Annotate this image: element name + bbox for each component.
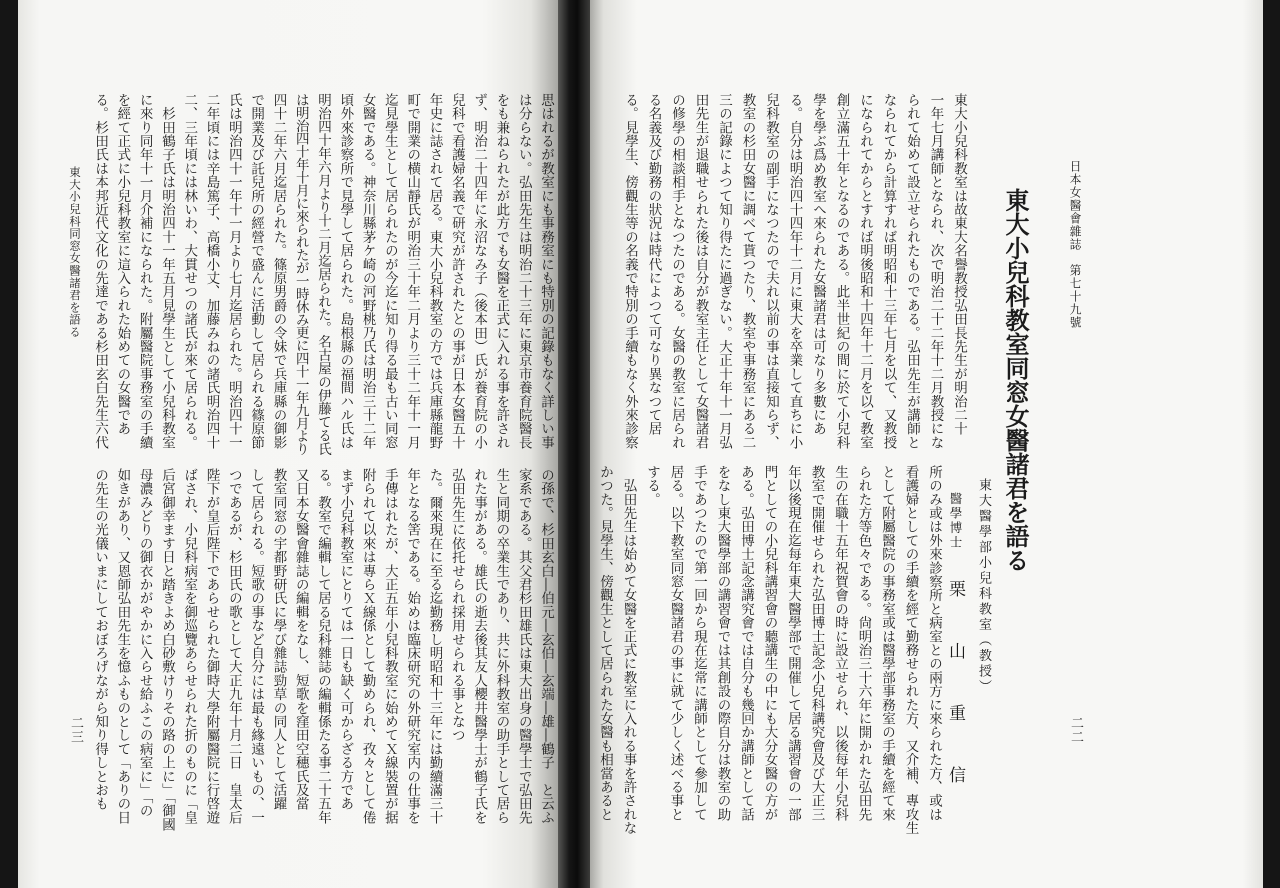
text-column: 弘田先生は始めて女醫を正式に教室に入れる事を許されな (620, 465, 637, 835)
text-column: 生と同期の卒業生であり、共に外科教室の助手として居ら (493, 468, 510, 825)
text-column: 年史に誌されて居る。東大小兒科教室の方では兵庫縣龍野 (426, 93, 443, 450)
text-column: 年となる筈である。始めは臨床研究の外研究室内の仕事を (404, 468, 421, 825)
text-column: 頃外來診察所で見學して居られた。島根縣の福間ハル氏は (337, 93, 354, 450)
text-column: 生の在職十五年祝賀會の時に設立せられ、以後每年小兒科 (832, 465, 848, 822)
text-column: として附屬醫院の事務室或は醫學部事務室の手續を經て來 (879, 465, 895, 822)
text-column: で開業及び託兒所の經營で盛んに活動して居られる篠原節 (248, 93, 265, 450)
text-column: 又日本女醫會雜誌の編輯をなし、短歌を窪田空穗氏及當 (292, 468, 309, 811)
text-column: 明治四十年六月より十二月迄居られた。名古屋の伊藤てる氏 (315, 93, 332, 456)
text-column: 女醫である。神奈川縣茅ケ崎の河野桃乃氏は明治三十二年 (359, 93, 376, 450)
text-column: なられてから計算すれば明昭和十三年七月を以て、又教授 (880, 93, 897, 450)
text-column: かつた。見學生、傍觀生として居られた女醫も相當あると (597, 465, 613, 822)
text-column: の孫で、杉田玄白―伯元―玄伯―玄端―雄―鶴子 と云ふ (538, 468, 554, 825)
text-column: に來り同年十一月介補になられた。附屬醫院事務室の手續 (136, 93, 153, 450)
text-column: 教室で開催せられた弘田博士記念小兒科講究會及び大正三 (808, 465, 825, 822)
text-column: 母濃みどりの御衣かがやかに入らせ給ふこの病室に」「の (136, 468, 153, 818)
text-column: 手傳はれたが、大正五年小兒科教室に始めてＸ線裝置が据 (381, 468, 398, 825)
text-column: して居られる。短歌の事など自分には最も緣遠いもの、一 (248, 468, 265, 825)
text-column: をなし東大醫學部の講習會では其創設の際自分は教室の助 (714, 465, 731, 822)
text-column: 教室の杉田女醫に調べて貰つたり、教室や事務室にある二 (739, 93, 756, 450)
text-column: ず、明治二十四年に永沼なみ子（後本田）氏が養育院の小 (471, 93, 488, 450)
text-column: 氏は明治四十一年十一月より七月迄居られた。明治四十一 (225, 93, 242, 450)
text-column: は分らない。弘田先生は明治二十三年に東京市養育院醫長 (515, 93, 532, 450)
text-column: 看護婦としての手續を經て勤務せられた方、又介補、專攻生 (902, 465, 919, 835)
book-gutter (558, 0, 590, 888)
body-text-right-upper (617, 93, 970, 457)
text-column: 門としての小兒科講習會の聽講生の中にも大分女醫の方が (761, 465, 778, 822)
text-column: 后宮御幸ます日と踏きよめ白砂敷けりその路の上に」「御國 (158, 468, 175, 832)
text-column: 二年頃には辛島篤子、高橋小丈、加藤みねの諸氏明治四十 (203, 93, 220, 450)
text-column: 手であつたので第一回から現在迄常に講師として參加して (691, 465, 707, 822)
text-column: る。見學生、傍觀生等の名義で特別の手續もなく外來診察 (622, 93, 638, 450)
text-column: 東大小兒科教室は故東大名譽教授弘田長先生が明治二十 (951, 93, 967, 436)
body-text-right-lower (592, 465, 945, 839)
text-column: を經て正式に小兒科教室に這入られた始めての女醫であ (114, 93, 131, 436)
page-number-left: 二三 (68, 716, 83, 744)
text-column: た。爾來現在に至る迄勤務し明昭和十三年には勤續滿三十 (426, 468, 443, 825)
text-column: 年以後現在迄每年東大醫學部で開催して居る講習會の一部 (785, 465, 801, 822)
text-column: 家系である。其父君杉田雄氏は東大出身の醫學士で弘田先 (515, 468, 532, 825)
text-column: る。教室で編輯して居る兒科雜誌の編輯係たる事二十五年 (315, 468, 332, 825)
text-column: 二、三年頃には林いわ、大貫せつの諸氏が來て居られる。 (181, 93, 198, 450)
text-column: は明治四十年十月に來られたが一時休み更に四十一年九月より (292, 93, 309, 456)
text-column: 如きがあり、又恩師弘田先生を憶ふものとして「ありの日 (114, 468, 131, 825)
text-column: する。 (644, 465, 660, 507)
text-column: の先生の光儀いまにしておぼろげながら知り得しとおも (92, 468, 109, 811)
text-column: る。杉田氏は本邦近代文化の先達である杉田玄白先生六代 (92, 93, 109, 450)
running-header-article: 東大小兒科同窓女醫諸君を語る (68, 166, 82, 339)
text-column: 兒科で看護婦名義で研究が許されたとの事が日本女醫五十 (448, 93, 465, 450)
text-column: 教室同窓の宇都野研氏に學び雜誌勁草の同人として活躍 (270, 468, 287, 811)
text-column: をも兼ねられたが此方でも女醫を正式に入れる事を許され (493, 93, 510, 450)
text-column: られて始めて設立せられたものである。弘田先生が講師と (904, 93, 920, 450)
text-column: まず小兒科教室にとりては一日も缺く可からざる方であ (337, 468, 354, 811)
author-affiliation: 東大醫學部小兒科教室（教授） (976, 478, 991, 695)
text-column: ばされ、小兒科病室を御巡覽あらせられた折のものに「皇 (181, 468, 198, 825)
text-column: 附られて以來は專らＸ線係として勤められ、孜々として倦 (359, 468, 376, 825)
text-column: 町で開業の横山靜氏が明治三十年二月より三十二年十一月 (404, 93, 421, 450)
text-column: 杉田鶴子氏は明治四十一年五月見學生として小兒科教室 (158, 93, 175, 450)
author-name: 栗 山 重 信 (945, 580, 965, 797)
text-column: の修學の相談相手となつたのである。女醫の教室に居られ (669, 93, 685, 450)
text-column: 思はれるが教室にも事務室にも特別の記錄もなく詳しい事 (538, 93, 554, 450)
text-column: つであるが、杉田氏の歌として大正九年十月二日 皇太后 (225, 468, 242, 825)
text-column: になられてからとすれば明後昭和十四年十二月を以て教室 (857, 93, 873, 450)
text-column: れた事がある。雄氏の逝去後其友人櫻井醫學士が鶴子氏を (471, 468, 488, 825)
text-column: 兒科教室の副手になつたので夫れ以前の事は直接知らず、 (763, 93, 779, 450)
text-column: る。自分は明治四十四年十二月に東大を卒業して直ちに小 (786, 93, 803, 450)
text-column: 一年七月講師となられ、次で明治二十二年十二月教授にな (927, 93, 944, 450)
running-header-journal: 日本女醫會雜誌 第七十九號 (1068, 160, 1082, 329)
text-column: 四十二年六月迄居られた。篠原男爵の令妹で兵庫縣の御影 (270, 93, 287, 450)
text-column: る名義及び勤務の狀況は時代によつて可なり異なつて居 (645, 93, 662, 436)
text-column: 三の記錄によつて知り得たに過ぎない。大正十年十一月弘 (716, 93, 732, 450)
text-column: られた方等色々である。尙明治三十六年に開かれた弘田先 (855, 465, 872, 822)
text-column: 弘田先生に依托せられ採用せられる事となつ (448, 468, 465, 742)
body-text-left-lower (88, 468, 557, 840)
text-column: 田先生が退職せられた後は自分が教室主任として女醫諸君 (692, 93, 709, 450)
text-column: ある。弘田博士記念講究會では自分も幾回か講師として話 (738, 465, 754, 822)
text-column: 創立滿五十年となるのである。此半世紀の間に於て小兒科 (833, 93, 850, 450)
author-degree: 醫學博士 (948, 492, 963, 550)
text-column: 所のみ或は外來診察所と病室との兩方に來られた方、或は (926, 465, 942, 822)
page-number-right: 二二 (1068, 716, 1083, 744)
text-column: 陛下が皇后陛下であらせられた御時大學附屬醫院に行啓遊 (203, 468, 220, 825)
text-column: 居る。以下教室同窓女醫諸君の事に就て少しく述べる事と (667, 465, 684, 822)
body-text-left-upper (88, 93, 557, 457)
text-column: 迄見學生として居られたのが今迄に知り得る最も古い同窓 (381, 93, 398, 450)
article-title: 東大小兒科教室同窓女醫諸君を語る (1001, 188, 1030, 572)
text-column: 學を學ぶ爲め教室へ來られた女醫諸君は可なり多數にあ (810, 93, 826, 436)
